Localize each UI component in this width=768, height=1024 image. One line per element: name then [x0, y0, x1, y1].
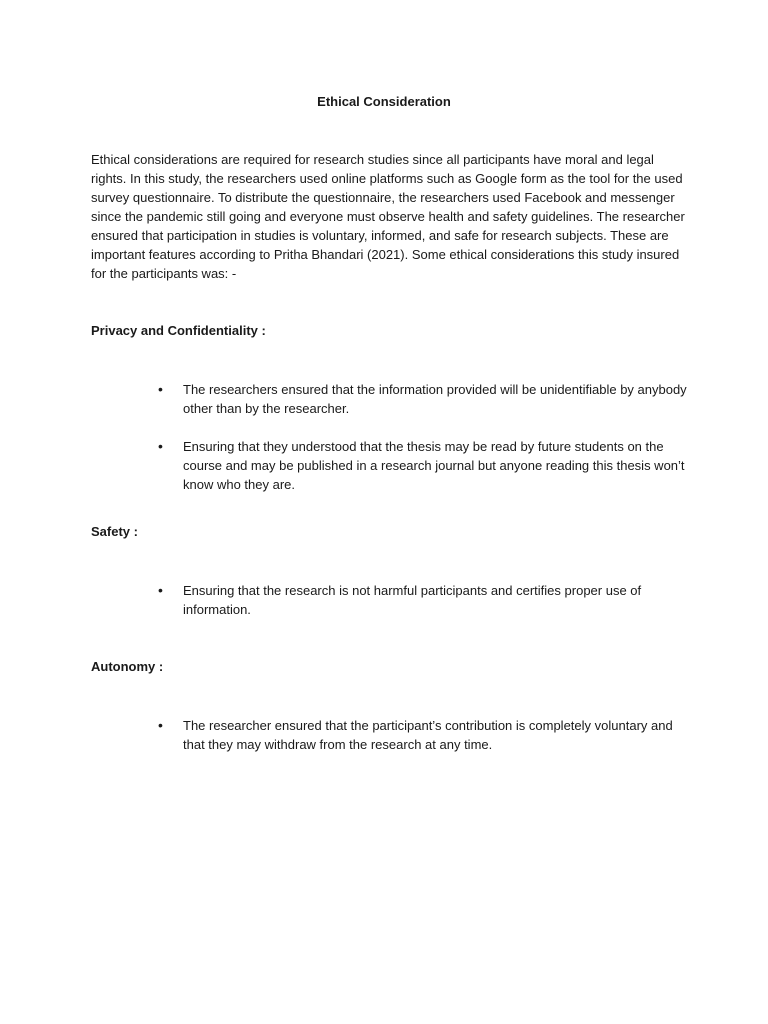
intro-paragraph: Ethical considerations are required for research studies since all participants have moral and legal rights. In this study, the researchers used online platforms such as Google form as the tool for the used survey questionnaire. To distribute the questionnaire, the researchers used Facebook and messenger since the pandemic still going and everyone must observe health and safety guidelines. The researcher ensured that participation in studies is voluntary, informed, and safe for research subjects. These are important features according to Pritha Bhandari (2021). Some ethical considerations this study insured for the participants was: - — [91, 152, 685, 281]
list-item-text: Ensuring that the research is not harmful participants and certifies proper use of information. — [183, 583, 642, 617]
list-item-text: Ensuring that they understood that the thesis may be read by future students on the course and may be published in a research journal but anyone reading this thesis won’t know who they are. — [183, 439, 685, 492]
list-item-text: The researchers ensured that the information provided will be unidentifiable by anybody other than by the researcher. — [183, 382, 687, 416]
bullet-icon: • — [158, 582, 163, 598]
bullet-icon: • — [158, 717, 163, 733]
section-heading-autonomy: Autonomy : — [91, 659, 164, 674]
bullet-icon: • — [158, 438, 163, 454]
section-heading-privacy: Privacy and Confidentiality : — [91, 323, 266, 338]
section-heading-safety: Safety : — [91, 524, 138, 539]
list-item-text: The researcher ensured that the participant’s contribution is completely voluntary and that they may withdraw from the research at any time. — [183, 718, 673, 752]
bullet-icon: • — [158, 381, 163, 397]
document-title: Ethical Consideration — [317, 94, 451, 109]
